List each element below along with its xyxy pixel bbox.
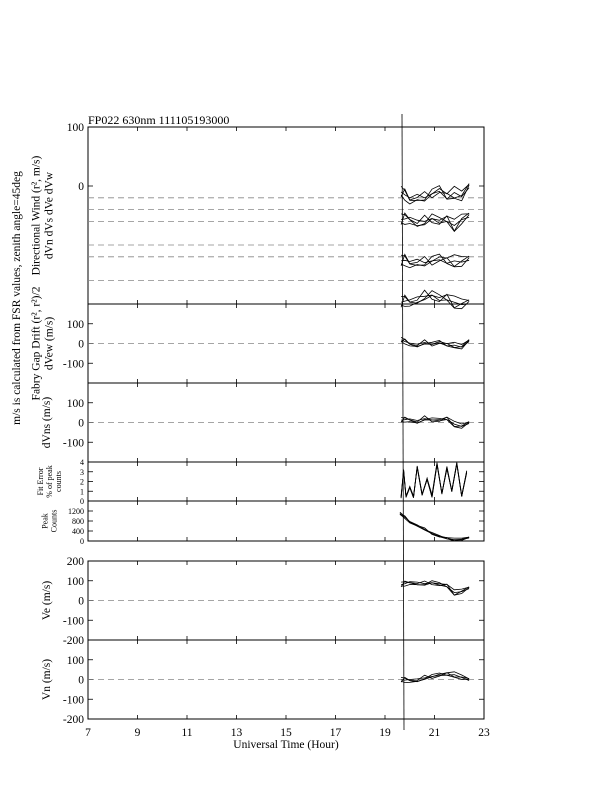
y-tick-label: 0 — [78, 595, 84, 608]
y-axis-label: dVns (m/s) — [41, 396, 53, 449]
y-tick-label: 100 — [66, 654, 84, 667]
series-line-dVns-trace — [401, 416, 469, 427]
panel-frame — [88, 561, 484, 640]
y-axis-label: counts — [54, 471, 63, 492]
series-line-peak-counts-trace — [400, 515, 469, 541]
y-axis-label: Counts — [49, 509, 59, 533]
chart-title: FP022 630nm 111105193000 — [88, 113, 230, 127]
y-tick-label: 1 — [80, 487, 84, 497]
y-tick-label: -100 — [62, 615, 84, 628]
x-tick-label: 17 — [329, 727, 342, 739]
y-tick-label: -200 — [62, 635, 84, 647]
y-tick-label: 0 — [80, 537, 84, 546]
y-tick-label: 0 — [78, 417, 84, 430]
x-tick-label: 11 — [181, 727, 193, 739]
x-tick-label: 15 — [280, 727, 292, 739]
figure-side-label: m/s is calculated from FSR values, zenith angle=45deg — [11, 171, 23, 425]
y-tick-label: 2 — [80, 477, 84, 487]
y-tick-label: 0 — [80, 497, 84, 506]
y-axis-label: Directional Wind (r², m/s) — [30, 155, 43, 276]
x-tick-label: 19 — [379, 727, 391, 739]
series-line-dVw-trace — [401, 184, 469, 204]
series-line-fit-error-trace — [401, 463, 467, 498]
panel-directional-wind — [31, 122, 485, 309]
panels — [31, 114, 491, 739]
y-axis-label: Ve (m/s) — [41, 580, 53, 621]
panel-frame — [88, 383, 484, 462]
panel-fit-error — [36, 458, 484, 506]
y-tick-label: -100 — [62, 694, 84, 707]
panel-vn — [41, 640, 484, 726]
y-tick-label: 100 — [66, 575, 84, 588]
x-axis-label: Universal Time (Hour) — [233, 739, 339, 751]
y-tick-label: 0 — [78, 338, 84, 351]
y-tick-label: 3 — [80, 467, 84, 477]
x-tick-label: 7 — [85, 727, 91, 739]
y-tick-label: -100 — [62, 437, 84, 450]
x-tick-label: 23 — [478, 727, 490, 739]
y-tick-label: 4 — [80, 458, 84, 467]
panel-frame — [88, 501, 484, 541]
y-tick-label: 0 — [78, 181, 84, 193]
y-tick-label: -100 — [62, 358, 84, 371]
y-tick-label: 100 — [66, 318, 84, 331]
y-tick-label: -200 — [62, 714, 84, 726]
panel-ve — [41, 556, 484, 647]
y-axis-label: Peak — [40, 513, 50, 529]
y-axis-label: Fabry Gap Drift (r², r²)/2 — [30, 286, 43, 401]
panel-peak-counts — [41, 501, 485, 546]
panel-frame — [88, 462, 484, 501]
y-tick-label: 1200 — [68, 507, 84, 516]
y-tick-label: 0 — [78, 674, 84, 687]
series-line-peak-counts-trace — [400, 514, 469, 538]
series-line-peak-counts-trace — [400, 512, 469, 541]
y-axis-label: dVn dVs dVe dVw — [43, 171, 56, 260]
y-tick-label: 800 — [72, 517, 84, 526]
y-axis-label: % of peak — [45, 465, 54, 498]
y-axis-label: Vn (m/s) — [41, 658, 53, 701]
x-tick-label: 13 — [230, 727, 243, 739]
y-tick-label: 100 — [66, 122, 84, 134]
y-tick-label: 200 — [66, 556, 84, 568]
x-tick-label: 9 — [134, 727, 141, 739]
y-tick-label: 100 — [66, 397, 84, 410]
y-axis-label: Fit Error — [36, 467, 45, 496]
y-axis-label: dVew (m/s) — [43, 316, 56, 371]
x-tick-label: 21 — [428, 727, 441, 739]
panel-dvns — [41, 383, 484, 462]
y-tick-label: 400 — [72, 527, 84, 536]
